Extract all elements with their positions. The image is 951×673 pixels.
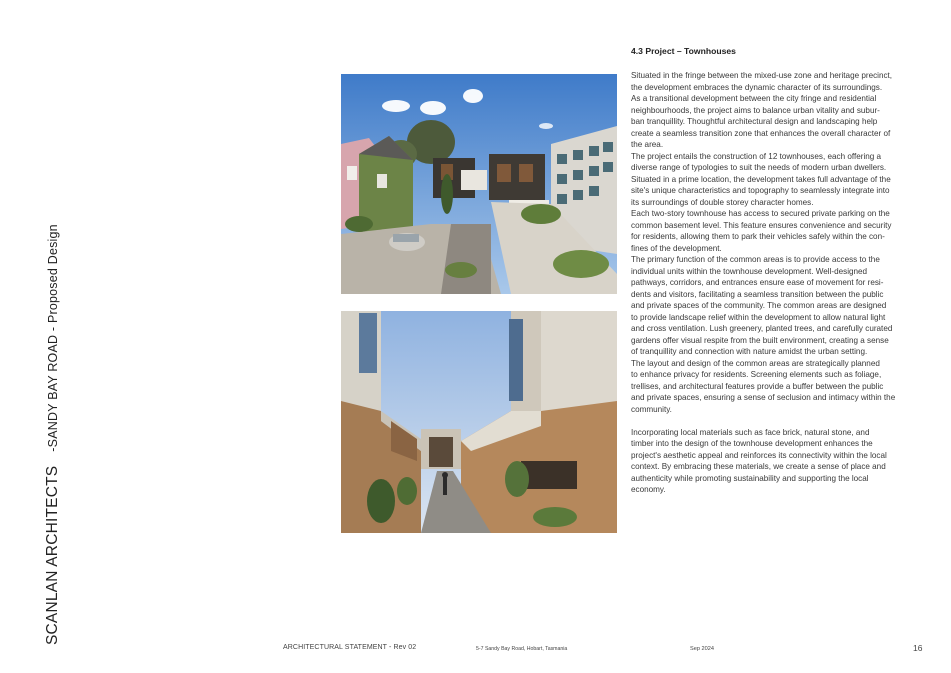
body-line: gardens offer visual respite from the built environment, creating a sense (631, 335, 889, 345)
body-line: authenticity while promoting sustainability and supporting the local (631, 473, 869, 483)
body-line: and cross ventilation. Lush greenery, planted trees, and carefully curated (631, 324, 893, 333)
body-line: Situated in a prime location, the development takes full advantage of the (631, 174, 891, 184)
body-line: The layout and design of the common areas are strategically planned (631, 358, 880, 368)
body-line: pathways, corridors, and entrances ensure ease of movement for resi- (631, 278, 884, 287)
firm-name: SCANLAN ARCHITECTS (44, 465, 61, 645)
project-name: -SANDY BAY ROAD - Proposed Design (46, 224, 60, 452)
body-line: community. (631, 404, 672, 414)
body-line: The project entails the construction of 12 townhouses, each offering a (631, 151, 882, 161)
section-body (631, 70, 913, 496)
footer-address: 5-7 Sandy Bay Road, Hobart, Tasmania (476, 646, 568, 652)
body-line: neighbourhoods, the project aims to balance urban vitality and subur- (631, 105, 880, 115)
body-line: Each two-story townhouse has access to secured private parking on the (631, 209, 890, 218)
body-line: trellises, and architectural features provide a buffer between the public (631, 381, 884, 391)
body-line: the development embraces the dynamic character of its surroundings. (631, 82, 883, 92)
body-line: ban tranquillity. Thoughtful architectural design and landscaping help (631, 117, 878, 126)
townhouse-aerial-render (341, 74, 617, 294)
body-line: fines of the development. (631, 243, 722, 253)
townhouse-laneway-render (341, 311, 617, 533)
section-heading: 4.3 Project – Townhouses (631, 46, 736, 56)
body-line: Incorporating local materials such as face brick, natural stone, and (631, 427, 870, 437)
footer-date: Sep 2024 (690, 646, 714, 652)
body-line: to provide landscape relief within the development to allow natural light (631, 312, 886, 322)
body-line: and private spaces of the community. The common areas are designed (631, 301, 887, 310)
body-line: of tranquillity and connection with nature amidst the urban setting. (631, 347, 868, 356)
body-line: timber into the design of the townhouse development enhances the (631, 439, 873, 448)
body-line: its surroundings of double storey character homes. (631, 197, 814, 207)
body-line: project's aesthetic appeal and reinforces its connectivity within the local (631, 450, 887, 460)
body-line: the area. (631, 140, 664, 149)
body-line: context. By embracing these materials, we create a sense of place and (631, 462, 886, 471)
footer-document-title: ARCHITECTURAL STATEMENT - Rev 02 (283, 644, 417, 651)
body-line: to enhance privacy for residents. Screening elements such as foliage, (631, 370, 882, 379)
body-line: site's unique characteristics and topography to seamlessly integrate into (631, 186, 890, 195)
body-line: and private spaces, ensuring a sense of seclusion and intimacy within the (631, 393, 896, 402)
body-line: economy. (631, 485, 666, 494)
body-line: The primary function of the common areas is to provide access to the (631, 255, 880, 264)
body-line: diverse range of typologies to suit the needs of modern urban dwellers. (631, 163, 887, 172)
page-number: 16 (913, 643, 923, 653)
body-line: create a seamless transition zone that enhances the overall character of (631, 128, 891, 138)
body-line: As a transitional development between the city fringe and residential (631, 94, 877, 103)
body-line: dents and visitors, facilitating a seamless transition between the public (631, 289, 884, 299)
body-line: common basement level. This feature ensures convenience and security (631, 220, 892, 230)
body-line: Situated in the fringe between the mixed-use zone and heritage precinct, (631, 71, 893, 80)
body-line: for residents, allowing them to park their vehicles safely within the con- (631, 232, 885, 241)
body-line: individual units within the townhouse development. Well-designed (631, 266, 868, 276)
